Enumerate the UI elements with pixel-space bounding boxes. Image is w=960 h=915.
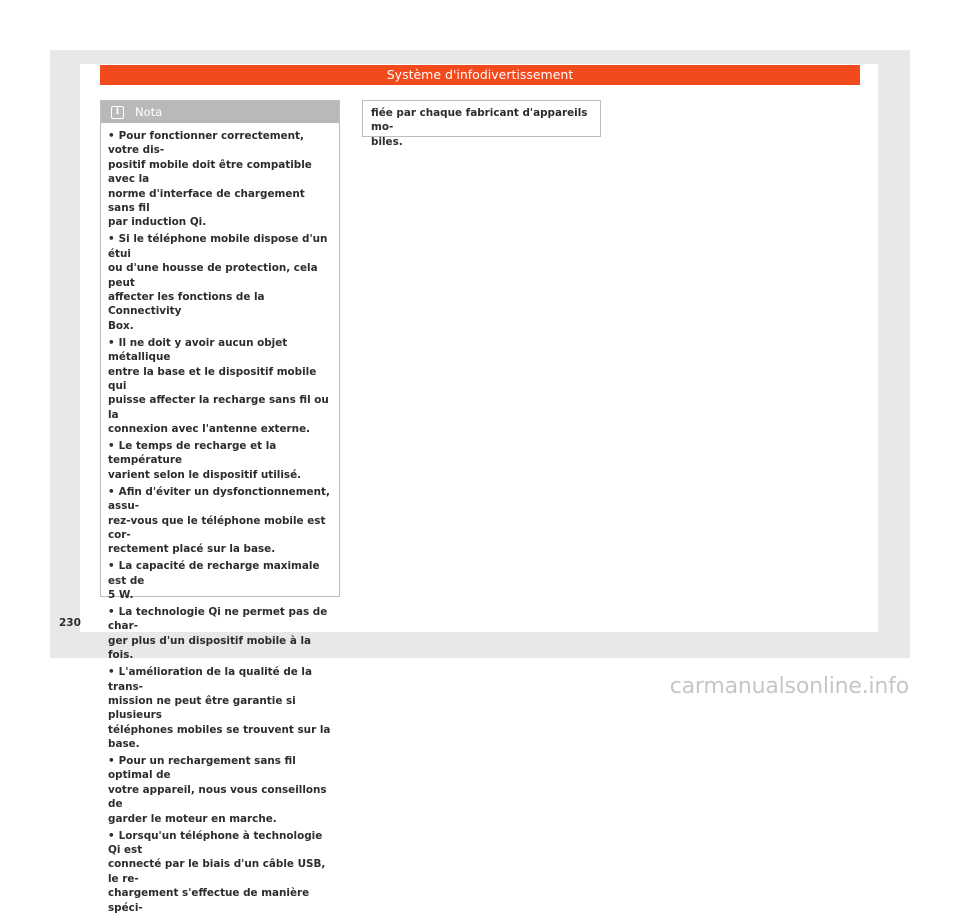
info-icon: i [111, 106, 124, 119]
note-item [108, 232, 333, 333]
note-item-text: Pour un rechargement sans fil optimal de votre appareil, nous vous conseillons de garder le moteur en marche. [108, 755, 327, 825]
note-item-text: Pour fonctionner correctement, votre dis- positif mobile doit être compatible avec la norme d'interface de chargement sans fil par induction Qi. [108, 130, 312, 229]
note-header [101, 101, 339, 123]
bullet: • [108, 560, 115, 573]
bullet: • [108, 829, 115, 842]
note-heading: Nota [135, 105, 163, 119]
note-item-text: Si le téléphone mobile dispose d'un étui ou d'une housse de protection, cela peut affecter les fonctions de la Connectivity Box. [108, 233, 328, 332]
note-box [100, 100, 340, 914]
note-item-text: Il ne doit y avoir aucun objet métallique entre la base et le dispositif mobile qui puisse affecter la recharge sans fil ou la connexion avec l'antenne externe. [108, 336, 329, 436]
note-list [101, 123, 339, 915]
note-item [108, 829, 333, 915]
bullet: • [108, 485, 115, 498]
note-item-text: La capacité de recharge maximale est de 5 W. [108, 560, 320, 602]
bullet: • [108, 233, 115, 246]
note-item [108, 485, 333, 557]
note-item [108, 559, 333, 602]
note-item-text: Afin d'éviter un dysfonctionnement, assu- rez-vous que le téléphone mobile est cor- rectement placé sur la base. [108, 485, 330, 556]
note-item [108, 439, 333, 482]
note-item [108, 665, 333, 751]
bullet: • [108, 666, 115, 679]
note-item-text: La technologie Qi ne permet pas de char- ger plus d'un dispositif mobile à la fois. [108, 606, 328, 662]
note-continuation: fiée par chaque fabricant d'appareils mo- biles. [362, 100, 601, 137]
note-item-text: Le temps de recharge et la température varient selon le dispositif utilisé. [108, 440, 302, 481]
note-item-text: L'amélioration de la qualité de la trans- mission ne peut être garantie si plusieurs téléphones mobiles se trouvent sur la base. [108, 666, 331, 751]
note-item [108, 336, 333, 437]
note-item [108, 605, 333, 663]
note-item [108, 754, 333, 826]
bullet: • [108, 336, 115, 349]
note-item [108, 129, 333, 230]
bullet: • [108, 130, 115, 142]
note-item-text: Lorsqu'un téléphone à technologie Qi est connecté par le biais d'un câble USB, le re- chargement s'effectue de manière spéci- [108, 829, 326, 914]
page-number: 230 [59, 617, 81, 629]
bullet: • [108, 440, 115, 453]
watermark: carmanualsonline.info [669, 674, 909, 699]
bullet: • [108, 606, 115, 618]
section-header: Système d'infodivertissement [100, 65, 860, 85]
bullet: • [108, 755, 115, 768]
